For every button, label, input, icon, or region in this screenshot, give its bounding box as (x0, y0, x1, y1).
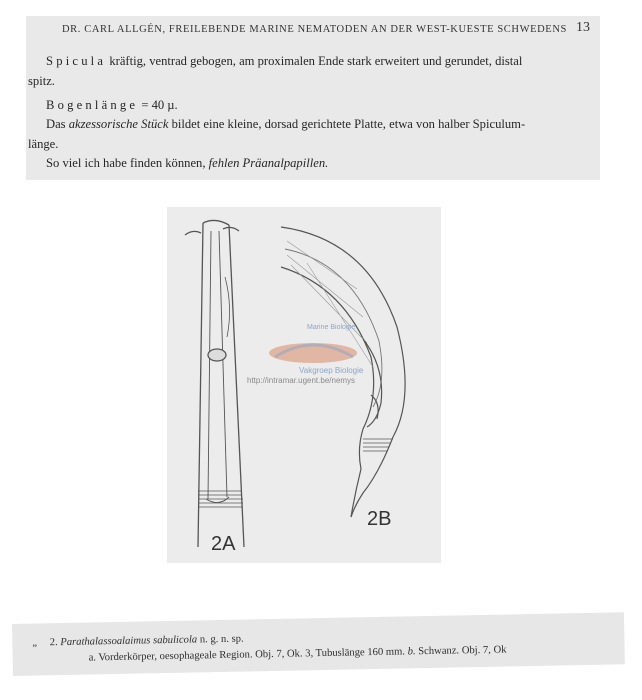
watermark-url: http://intramar.ugent.be/nemys (247, 376, 356, 385)
paragraph-line-4 (46, 117, 525, 132)
caption-part-b: Schwanz. Obj. 7, Ok (418, 644, 507, 658)
caption-block (12, 612, 625, 676)
running-header: DR. CARL ALLGÉN, FREILEBENDE MARINE NEMATODEN AN DER WEST-KUESTE SCHWEDENS (62, 24, 567, 35)
line-4-prefix: Das (46, 117, 66, 131)
paragraph-line-6 (46, 156, 328, 171)
caption-part-b-letter: b. (407, 646, 416, 658)
term-spicula: Spicula (46, 54, 107, 68)
caption-number: 2. (49, 637, 58, 649)
figure-plate (167, 207, 441, 563)
figure-label-2a: 2A (211, 533, 236, 555)
figure-drawing (167, 207, 441, 563)
watermark-logo (269, 343, 357, 363)
caption-part-a: a. Vorderkörper, oesophageale Region. Obj. 7, Ok. 3, Tubuslänge 160 mm. (88, 646, 406, 664)
drawing-2a-anterior-body (185, 220, 244, 547)
caption-species-rest: n. g. n. sp. (199, 633, 244, 646)
caption-line-1 (32, 634, 244, 649)
paragraph-line-2: spitz. (28, 74, 55, 88)
line-6-italic: fehlen Präanalpapillen. (208, 156, 329, 170)
line-6-prefix: So viel ich habe finden können, (46, 156, 206, 170)
line-4-text: bildet eine kleine, dorsad gerichtete Platte, etwa von halber Spiculum- (171, 117, 526, 131)
line-4-italic: akzessorische Stück (68, 117, 169, 131)
watermark-top-text: Marine Biologie (307, 324, 356, 331)
paragraph-line-3 (46, 98, 178, 113)
caption-quote-mark: „ (32, 637, 38, 649)
caption-line-2 (89, 645, 507, 664)
page-number: 13 (576, 20, 590, 35)
caption-species: Parathalassoalaimus sabulicola (60, 634, 198, 649)
line-1-text: kräftig, ventrad gebogen, am proximalen Ende stark erweitert und gerundet, distal (109, 54, 523, 68)
line-3-text: = 40 µ. (141, 98, 178, 112)
term-bogenlaenge: Bogenlänge (46, 98, 139, 112)
paragraph-line-5: länge. (28, 137, 59, 151)
paragraph-line-1 (46, 54, 522, 69)
figure-label-2b: 2B (367, 508, 392, 530)
watermark-bottom-text: Vakgroep Biologie (299, 366, 364, 375)
